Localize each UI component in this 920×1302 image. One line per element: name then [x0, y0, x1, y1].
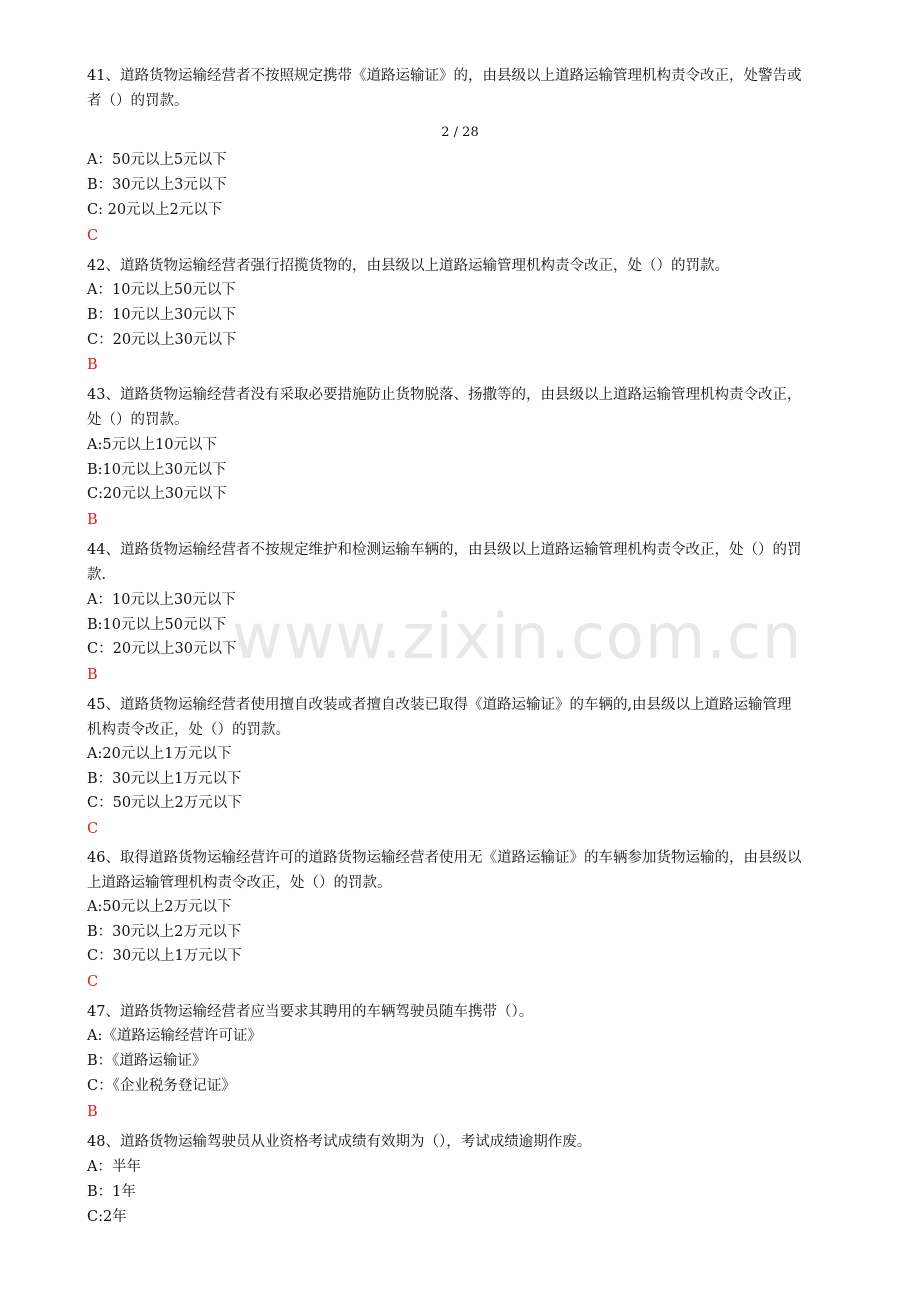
question-44-line-2: 款.	[87, 567, 107, 583]
question-48-option-a: A：半年	[87, 1159, 141, 1175]
question-44-option-a: A：10元以上30元以下	[87, 592, 236, 608]
question-47-option-b: B：《道路运输证》	[87, 1053, 207, 1069]
question-43-option-b: B:10元以上30元以下	[87, 462, 227, 478]
question-46-answer: C	[87, 974, 99, 990]
question-43-option-a: A:5元以上10元以下	[87, 437, 218, 453]
question-44-line-1: 44、道路货物运输经营者不按规定维护和检测运输车辆的，由县级以上道路运输管理机构责令改正，处（）的罚	[87, 542, 802, 558]
question-44-option-b: B:10元以上50元以下	[87, 617, 227, 633]
watermark: www.zixin.com.cn	[232, 600, 803, 673]
question-47-option-c: C：《企业税务登记证》	[87, 1078, 236, 1094]
question-46-option-a: A:50元以上2万元以下	[87, 899, 232, 915]
question-48-option-c: C:2年	[87, 1209, 127, 1225]
question-42-answer: B	[87, 357, 98, 373]
question-43-line-2: 处（）的罚款。	[87, 412, 189, 428]
question-43-answer: B	[87, 512, 98, 528]
question-44-answer: B	[87, 667, 98, 683]
question-44-option-c: C：20元以上30元以下	[87, 641, 237, 657]
question-41-line-2: 者（）的罚款。	[87, 93, 189, 109]
question-47-answer: B	[87, 1104, 98, 1120]
question-45-option-b: B：30元以上1万元以下	[87, 771, 242, 787]
question-41-option-a: A：50元以上5元以下	[87, 152, 227, 168]
question-46-line-1: 46、取得道路货物运输经营许可的道路货物运输经营者使用无《道路运输证》的车辆参加货物运输的，由县级以	[87, 850, 802, 866]
question-48-option-b: B：1年	[87, 1184, 136, 1200]
question-42-line-1: 42、道路货物运输经营者强行招揽货物的，由县级以上道路运输管理机构责令改正，处（）的罚款。	[87, 258, 729, 274]
question-43-option-c: C:20元以上30元以下	[87, 486, 227, 502]
question-45-line-2: 机构责令改正，处（）的罚款。	[87, 722, 290, 738]
question-45-answer: C	[87, 821, 99, 837]
question-46-option-c: C：30元以上1万元以下	[87, 948, 242, 964]
question-47-line-1: 47、道路货物运输经营者应当要求其聘用的车辆驾驶员随车携带（）。	[87, 1004, 534, 1020]
question-45-line-1: 45、道路货物运输经营者使用擅自改装或者擅自改装已取得《道路运输证》的车辆的,由县级以上道路运输管理	[87, 697, 792, 713]
page-number: 2 / 28	[441, 125, 479, 140]
question-42-option-a: A：10元以上50元以下	[87, 282, 236, 298]
question-42-option-b: B：10元以上30元以下	[87, 307, 237, 323]
question-41-line-1: 41、道路货物运输经营者不按照规定携带《道路运输证》的，由县级以上道路运输管理机构责令改正，处警告或	[87, 68, 802, 84]
question-41-option-b: B：30元以上3元以下	[87, 177, 227, 193]
question-43-line-1: 43、道路货物运输经营者没有采取必要措施防止货物脱落、扬撒等的，由县级以上道路运输管理机构责令改正，	[87, 387, 802, 403]
question-41-answer: C	[87, 228, 99, 244]
question-46-line-2: 上道路运输管理机构责令改正，处（）的罚款。	[87, 875, 392, 891]
question-47-option-a: A:《道路运输经营许可证》	[87, 1028, 262, 1044]
question-48-line-1: 48、道路货物运输驾驶员从业资格考试成绩有效期为（），考试成绩逾期作废。	[87, 1134, 592, 1150]
question-46-option-b: B：30元以上2万元以下	[87, 924, 242, 940]
question-45-option-c: C：50元以上2万元以下	[87, 795, 242, 811]
question-42-option-c: C：20元以上30元以下	[87, 332, 237, 348]
question-45-option-a: A:20元以上1万元以下	[87, 746, 232, 762]
question-41-option-c: C: 20元以上2元以下	[87, 202, 223, 218]
